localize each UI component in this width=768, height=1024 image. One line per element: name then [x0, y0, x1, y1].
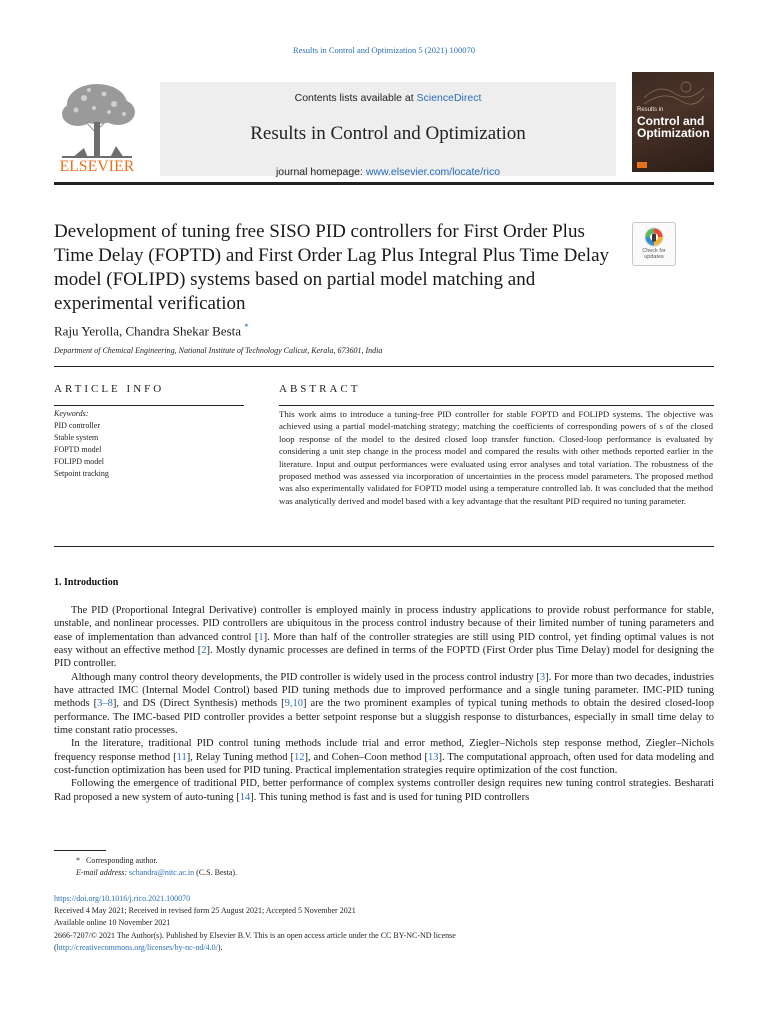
cover-publisher-mark: [637, 162, 647, 168]
email-note: [54, 867, 237, 879]
homepage-prefix: journal homepage:: [275, 166, 363, 178]
citation-link[interactable]: 2: [201, 645, 207, 657]
elsevier-logo[interactable]: [54, 82, 140, 176]
article-title: Development of tuning free SISO PID controllers for First Order Plus Time Delay (FOPTD) and First Order Lag Plus Integral Plus Time Delay model (FOLIPD) systems based on partial model matching and experimental verification: [54, 221, 610, 314]
crossmark-label-line1: Check for: [642, 248, 666, 254]
keyword-item: Setpoint tracking: [54, 469, 109, 478]
cover-title: [637, 115, 710, 139]
available-online-date: Available online 10 November 2021: [54, 918, 171, 928]
contents-prefix: Contents lists available at: [294, 92, 414, 104]
corresponding-author-note: [54, 855, 237, 867]
abstract-heading: ABSTRACT: [279, 383, 361, 395]
keyword-item: FOLIPD model: [54, 457, 104, 466]
email-owner: (C.S. Besta).: [196, 868, 238, 877]
intro-paragraph: [54, 604, 714, 671]
intro-paragraph: [54, 777, 714, 804]
crossmark-label-line2: updates: [644, 254, 664, 260]
cover-title-line2: Optimization: [637, 126, 710, 140]
author-affiliation: Department of Chemical Engineering, National Institute of Technology Calicut, Kerala, 673601, India: [54, 346, 383, 355]
paragraph-text: ]. This tuning method is fast and is used for tuning PID controllers: [250, 791, 530, 803]
doi-link[interactable]: https://doi.org/10.1016/j.rico.2021.100070: [54, 894, 191, 903]
check-for-updates-button[interactable]: [632, 222, 676, 266]
crossmark-label: [633, 248, 675, 260]
keyword-item: Stable system: [54, 433, 99, 442]
elsevier-tree-icon: [54, 82, 140, 160]
journal-homepage-link[interactable]: www.elsevier.com/locate/rico: [365, 166, 501, 178]
license-paren-close: ).: [217, 942, 223, 952]
publication-info: [54, 893, 714, 954]
citation-link[interactable]: 13: [428, 751, 439, 763]
journal-cover-thumbnail[interactable]: [632, 72, 714, 172]
homepage-line: [160, 166, 616, 178]
running-header[interactable]: Results in Control and Optimization 5 (2021) 100070: [292, 45, 476, 55]
footnote-star: *: [76, 856, 80, 865]
crossmark-icon: [644, 227, 664, 247]
paragraph-text: ]. For more than two decades, industries have attracted IMC (Internal Model Control) based PID tuning methods due to improved performance and a single tuning parameter. IMC-PID tuning methods [: [54, 671, 714, 710]
citation-link[interactable]: 1: [258, 631, 264, 643]
introduction-body: [54, 604, 714, 804]
author-list: [54, 322, 249, 339]
authors-names: Raju Yerolla, Chandra Shekar Besta: [54, 323, 242, 339]
keyword-item: PID controller: [54, 421, 100, 430]
email-label: E-mail address:: [76, 868, 128, 877]
license-statement: 2666-7207/© 2021 The Author(s). Published by Elsevier B.V. This is an open access article under the CC BY-NC-ND license: [54, 930, 456, 940]
cover-small-text: Results in: [637, 107, 664, 113]
citation-link[interactable]: 14: [239, 791, 251, 803]
license-link-line: [54, 942, 714, 954]
journal-info-band: [160, 82, 616, 176]
citation-link[interactable]: 3–8: [97, 698, 113, 710]
keyword-item: FOPTD model: [54, 445, 102, 454]
citation-link[interactable]: 3: [539, 671, 546, 683]
received-dates: Received 4 May 2021; Received in revised form 25 August 2021; Accepted 5 November 2021: [54, 906, 356, 916]
masthead-divider: [54, 182, 714, 185]
intro-paragraph: [54, 737, 714, 777]
author-email-link[interactable]: schandra@nitc.ac.in: [129, 868, 195, 877]
citation-link[interactable]: 9,10: [284, 698, 303, 710]
paragraph-text: Although many control theory developments, the PID controller is widely used in the process control industry [: [71, 671, 540, 683]
paragraph-text: ]. The computational approach, often used for data modeling and cost-function optimization has been used for PID tuning. Practical implementation strategies require optimization of the cost function.: [54, 751, 714, 777]
keywords-label: Keywords:: [54, 409, 89, 418]
paragraph-text: ], Relay Tuning method [: [186, 751, 294, 763]
cover-title-line1: Control and: [637, 114, 705, 128]
paragraph-text: ]. More than half of the controller strategies are still using PID control, yet finding optimal values is not easy without an effective method [: [54, 631, 714, 657]
journal-masthead: [54, 72, 714, 178]
footnote-divider: [54, 850, 106, 851]
paragraph-text: ], and Cohen–Coon method [: [304, 751, 428, 763]
contents-line: [160, 92, 616, 104]
elsevier-wordmark: ELSEVIER: [59, 158, 135, 175]
license-paren-open: (: [54, 942, 57, 952]
abstract-text: This work aims to introduce a tuning-free PID controller for stable FOPTD and FOLIPD systems. The objective was achieved using a partial model-matching strategy; matching the coefficients of corresponding powers of s of the closed loop response of the model to the desired closed loop transfer function. Closed-loop performance is evaluated by considering a unit step change in the process model and compared the results with other methods reported earlier in the literature. Input and output performances were evaluated using error analyses and total variation. The robustness of the proposed method was assessed via incorporation of uncertainties in the process model parameters. The proposed method was also experimentally validated for FOPTD model using a temperature controlled lab. It was concluded that the method was analytically derived and model based with a key advantage that the resultant PID required no tuning parameter.: [279, 409, 713, 506]
citation-link[interactable]: 11: [176, 751, 187, 763]
paragraph-text: ], and DS (Direct Synthesis) methods [: [112, 698, 285, 710]
sciencedirect-link[interactable]: ScienceDirect: [416, 92, 482, 104]
keywords-block: [54, 408, 244, 480]
cover-artwork: [644, 78, 704, 108]
abstract-bottom-divider: [54, 546, 714, 547]
paragraph-text: Following the emergence of traditional PID, better performance of complex systems controller design requires new tuning control strategies. Besharati Rad proposed a new system of auto-tuning [: [54, 778, 714, 803]
paragraph-text: ] are the two prominent examples of typical tuning methods to obtain the desired closed-loop performance. The IMC-based PID controller provides a better setpoint response but a sluggish response to disturbances, especially in small time delay to time constant ratio processes.: [54, 698, 714, 737]
journal-title: Results in Control and Optimization: [250, 123, 526, 144]
intro-paragraph: [54, 671, 714, 738]
introduction-heading: 1. Introduction: [54, 577, 119, 588]
citation-link[interactable]: 12: [293, 751, 305, 763]
footnotes: [54, 855, 237, 879]
paragraph-text: The PID (Proportional Integral Derivative) controller is employed mainly in process industry applications to provide robust performance for stable, unstable, and nonlinear processes. PID controllers are ubiquitous in the process control industry because of their limited number of tuning parameters and ease of implementation than advanced control [: [54, 605, 714, 643]
header-divider: [54, 366, 714, 367]
article-info-divider: [54, 405, 244, 406]
license-link[interactable]: http://creativecommons.org/licenses/by-nc-nd/4.0/: [56, 942, 218, 952]
abstract-divider: [279, 405, 714, 406]
paragraph-text: ]. Mostly dynamic processes are defined in terms of the FOPTD (First Order plus Time Delay) model for designing the PID controller.: [54, 645, 714, 670]
corresponding-author-text: Corresponding author.: [86, 856, 158, 865]
article-info-heading: ARTICLE INFO: [54, 383, 165, 395]
paragraph-text: In the literature, traditional PID control tuning methods include trial and error method, Ziegler–Nichols step response method, Ziegler–Nichols frequency response method [: [54, 738, 714, 763]
corresponding-author-marker[interactable]: *: [244, 322, 249, 332]
